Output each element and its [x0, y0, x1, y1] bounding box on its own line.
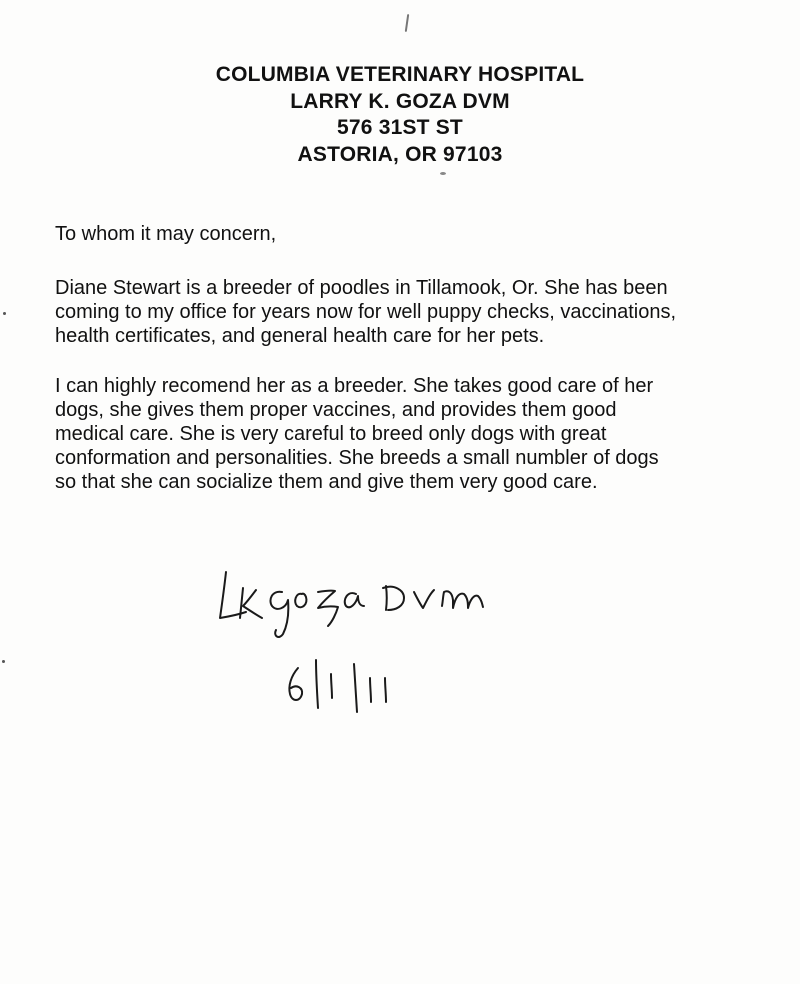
letterhead-hospital-name: COLUMBIA VETERINARY HOSPITAL: [215, 63, 585, 86]
paragraph-line: so that she can socialize them and give them very good care.: [55, 471, 598, 493]
letterhead-doctor-name: LARRY K. GOZA DVM: [290, 89, 510, 113]
letterhead-street-address: 576 31ST ST: [337, 116, 463, 139]
paragraph-line: I can highly recomend her as a breeder. She takes good care of her: [55, 375, 654, 397]
paragraph-line: coming to my office for years now for well puppy checks, vaccinations,: [55, 301, 677, 323]
paragraph-line: Diane Stewart is a breeder of poodles in Tillamook, Or. She has been: [55, 277, 668, 299]
paragraph-line: conformation and personalities. She breeds a small numbler of dogs: [55, 447, 659, 469]
paragraph-line: health certificates, and general health care for her pets.: [55, 325, 545, 347]
letterhead-city-state-zip: ASTORIA, OR 97103: [297, 142, 503, 166]
scan-mark: [440, 172, 446, 175]
paragraph-line: dogs, she gives them proper vaccines, and provides them good: [55, 399, 617, 421]
scan-mark: [3, 312, 6, 315]
paragraph-line: medical care. She is very careful to breed only dogs with great: [55, 423, 607, 445]
salutation: To whom it may concern,: [55, 223, 277, 245]
scan-mark: [2, 660, 5, 663]
